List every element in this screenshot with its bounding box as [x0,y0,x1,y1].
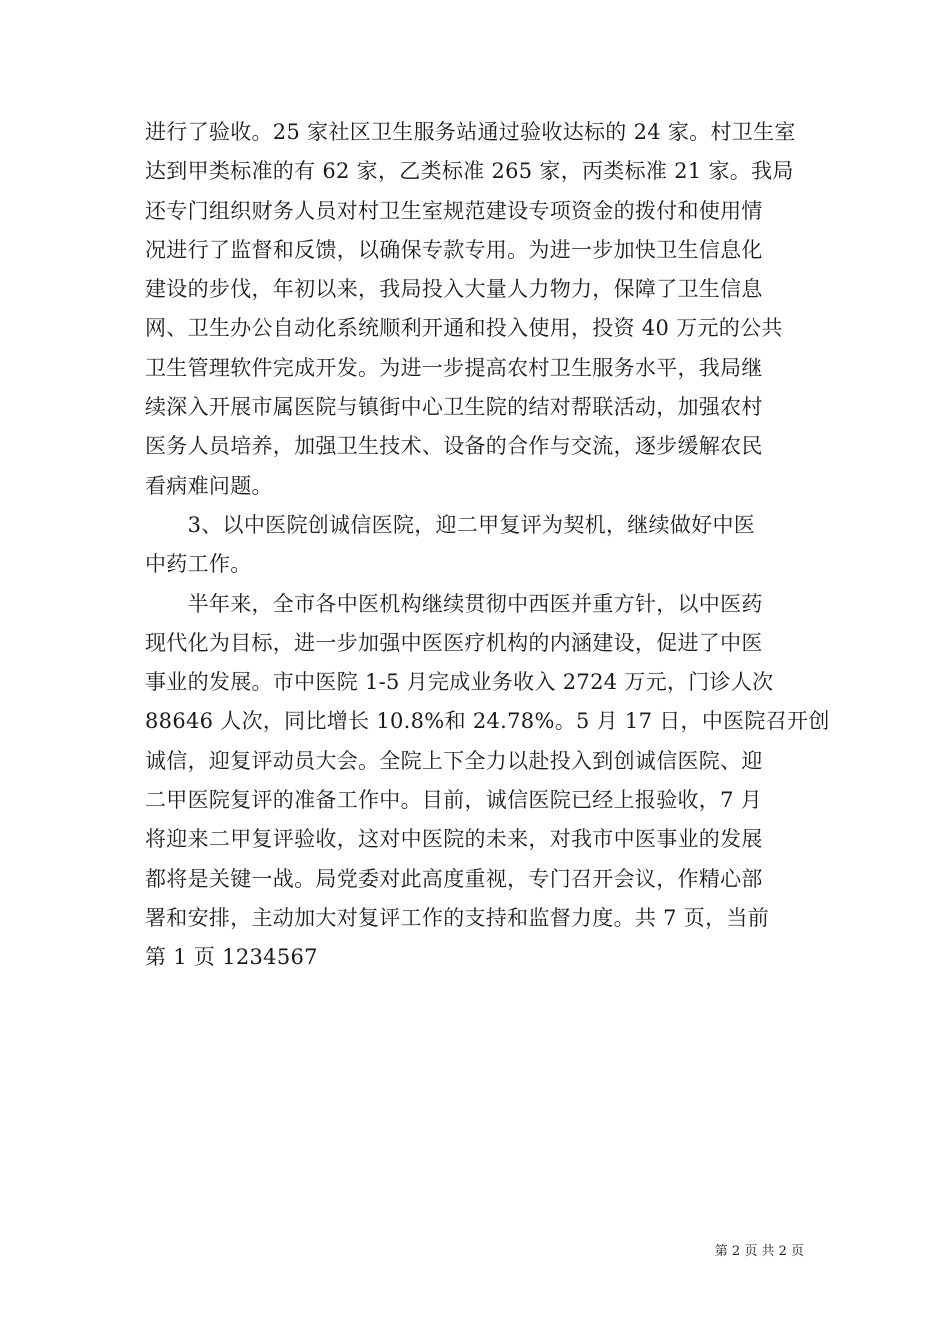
text-line: 署和安排，主动加大对复评工作的支持和监督力度。共 7 页，当前 [145,905,770,930]
text-line: 事业的发展。市中医院 1-5 月完成业务收入 2724 万元，门诊人次 [145,670,774,695]
page-number-footer: 第 2 页 共 2 页 [714,1244,804,1259]
text-line: 还专门组织财务人员对村卫生室规范建设专项资金的拨付和使用情 [145,198,763,223]
section-heading-line: 3、以中医院创诚信医院，迎二甲复评为契机，继续做好中医 [145,512,756,537]
document-body [145,113,830,978]
text-line: 卫生管理软件完成开发。为进一步提高农村卫生服务水平，我局继 [145,355,763,380]
text-line: 诚信，迎复评动员大会。全院上下全力以赴投入到创诚信医院、迎 [145,748,763,773]
text-line: 网、卫生办公自动化系统顺利开通和投入使用，投资 40 万元的公共 [145,316,783,341]
section-heading-line: 中药工作。 [145,552,252,577]
text-line: 现代化为目标，进一步加强中医医疗机构的内涵建设，促进了中医 [145,630,763,655]
text-line: 建设的步伐，年初以来，我局投入大量人力物力，保障了卫生信息 [145,277,763,302]
text-line: 二甲医院复评的准备工作中。目前，诚信医院已经上报验收，7 月 [145,788,763,813]
text-line: 进行了验收。25 家社区卫生服务站通过验收达标的 24 家。村卫生室 [145,120,796,144]
text-line: 半年来，全市各中医机构继续贯彻中西医并重方针，以中医药 [145,591,763,616]
text-line: 达到甲类标准的有 62 家，乙类标准 265 家，丙类标准 21 家。我局 [145,159,794,184]
text-line: 88646 人次，同比增长 10.8%和 24.78%。5 月 17 日，中医院召开创 [145,709,830,734]
text-line: 第 1 页 1234567 [145,945,318,970]
text-line: 将迎来二甲复评验收，这对中医院的未来，对我市中医事业的发展 [145,827,763,852]
text-line: 医务人员培养，加强卫生技术、设备的合作与交流，逐步缓解农民 [145,434,763,459]
text-line: 续深入开展市属医院与镇街中心卫生院的结对帮联活动，加强农村 [145,395,763,420]
text-line: 况进行了监督和反馈，以确保专款专用。为进一步加快卫生信息化 [145,237,763,262]
text-line: 看病难问题。 [145,473,273,498]
text-line: 都将是关键一战。局党委对此高度重视，专门召开会议，作精心部 [145,866,763,891]
